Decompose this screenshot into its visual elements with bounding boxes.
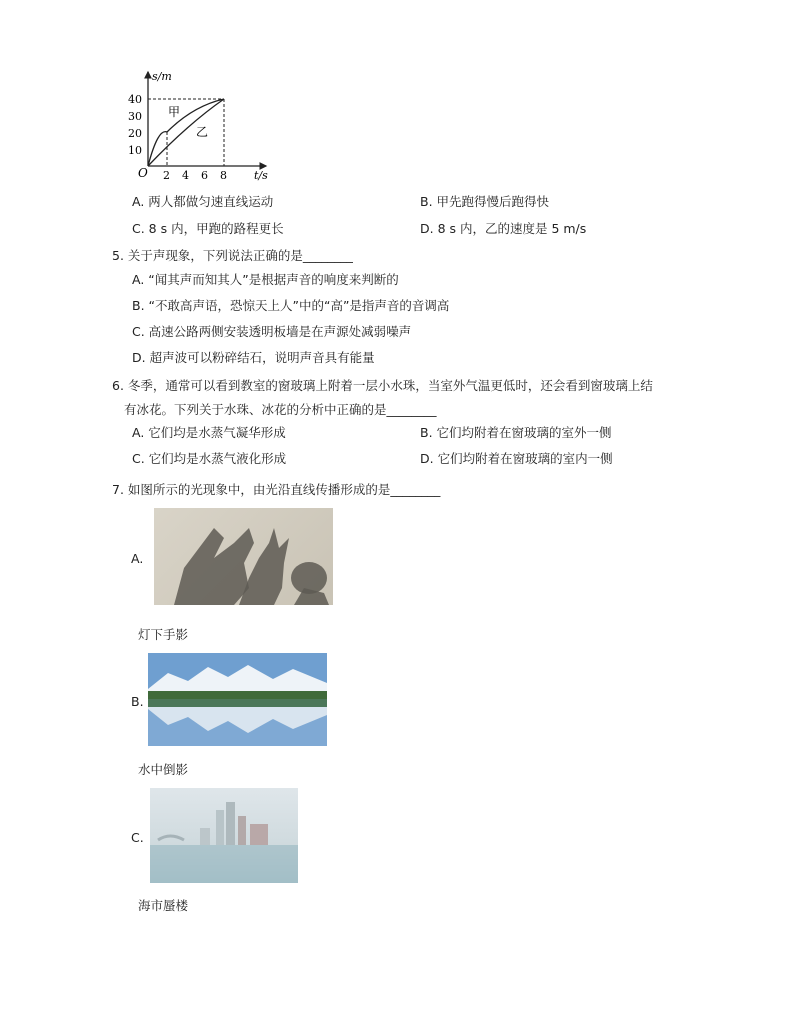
q7-option-c-caption: 海市蜃楼	[138, 898, 189, 913]
q5-stem: 5. 关于声现象，下列说法正确的是________	[112, 248, 353, 263]
q7-option-b-letter: B.	[131, 694, 144, 709]
mirage-image	[150, 788, 298, 883]
x-axis-label: t/s	[254, 169, 268, 182]
q7-option-c-letter: C.	[131, 830, 144, 845]
hand-shadow-image	[154, 508, 333, 605]
q4-option-d: D. 8 s 内，乙的速度是 5 m/s	[420, 221, 587, 236]
q7-option-a-letter: A.	[131, 551, 144, 566]
q6-stem-line1: 6. 冬季，通常可以看到教室的窗玻璃上附着一层小水珠，当室外气温更低时，还会看到窗玻璃上结	[112, 378, 653, 393]
curve-jia-label: 甲	[168, 105, 181, 119]
q7-stem: 7. 如图所示的光现象中，由光沿直线传播形成的是________	[112, 482, 441, 497]
x-tick: 2	[163, 169, 170, 182]
q7-option-a-caption: 灯下手影	[138, 627, 189, 642]
q5-option-c: C. 高速公路两侧安装透明板墙是在声源处减弱噪声	[132, 324, 412, 339]
q5-option-b: B. “不敢高声语，恐惊天上人”中的“高”是指声音的音调高	[132, 298, 450, 313]
curve-jia	[148, 99, 224, 166]
y-axis-label: s/m	[152, 70, 172, 83]
curve-yi	[148, 99, 224, 166]
x-tick: 6	[201, 169, 208, 182]
x-tick: 8	[220, 169, 227, 182]
y-tick: 30	[128, 110, 142, 123]
q7-option-b-caption: 水中倒影	[138, 762, 189, 777]
q6-option-c: C. 它们均是水蒸气液化形成	[132, 451, 287, 466]
q6-option-b: B. 它们均附着在窗玻璃的室外一侧	[420, 425, 612, 440]
q4-option-b: B. 甲先跑得慢后跑得快	[420, 194, 550, 209]
water-reflection-image	[148, 653, 327, 746]
q6-option-d: D. 它们均附着在窗玻璃的室内一侧	[420, 451, 613, 466]
distance-time-graph	[118, 66, 278, 186]
q5-option-a: A. “闻其声而知其人”是根据声音的响度来判断的	[132, 272, 399, 287]
y-tick: 10	[128, 144, 142, 157]
x-tick: 4	[182, 169, 189, 182]
q5-option-d: D. 超声波可以粉碎结石，说明声音具有能量	[132, 350, 375, 365]
q6-option-a: A. 它们均是水蒸气凝华形成	[132, 425, 286, 440]
y-tick: 20	[128, 127, 142, 140]
q6-stem-line2: 有冰花。下列关于水珠、冰花的分析中正确的是________	[124, 402, 437, 417]
origin-label: O	[138, 166, 148, 180]
q4-option-a: A. 两人都做匀速直线运动	[132, 194, 274, 209]
y-tick: 40	[128, 93, 142, 106]
q4-option-c: C. 8 s 内，甲跑的路程更长	[132, 221, 284, 236]
curve-yi-label: 乙	[196, 125, 209, 139]
